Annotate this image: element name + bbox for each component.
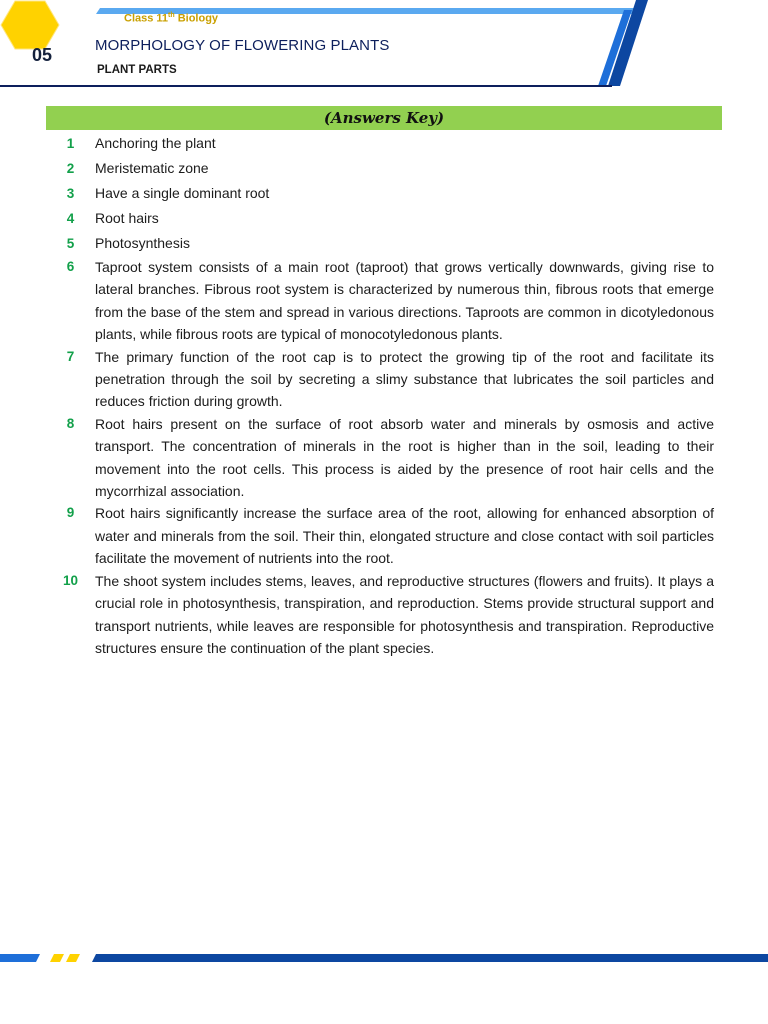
answer-number: 1	[66, 136, 75, 151]
answer-text: Taproot system consists of a main root (taproot) that grows vertically downwards, giving rise to lateral branches. Fibrous root system is characterized by numerous thin, fibrous roots that emerge from the base of the stem and spread in various directions. Taproots are common in dicotyledonous plants, while fibrous roots are typical of monocotyledonous plants.	[95, 259, 714, 343]
answer-row	[46, 231, 722, 256]
answer-row	[46, 156, 722, 181]
class-label: Class 11th Biology	[124, 12, 219, 25]
chapter-title: MORPHOLOGY OF FLOWERING PLANTS	[95, 37, 390, 54]
answer-number: 8	[66, 415, 75, 431]
answer-text: The shoot system includes stems, leaves, and reproductive structures (flowers and fruits). It plays a crucial role in photosynthesis, transpiration, and reproduction. Stems provide structural support and transport nutrients, while leaves are responsible for photosynthesis and transpiration. Reproductive structures ensure the continuation of the plant species.	[95, 572, 714, 656]
answer-number: 6	[66, 259, 75, 274]
answer-number: 3	[66, 186, 75, 201]
answer-text: Anchoring the plant	[95, 135, 216, 151]
answer-number: 2	[66, 161, 75, 176]
answer-number: 10	[62, 572, 79, 588]
answer-row	[46, 346, 722, 413]
answer-number: 4	[66, 211, 75, 226]
answer-text: Root hairs present on the surface of root absorb water and minerals by osmosis and active transport. The concentration of minerals in the root is higher than in the soil, leading to their movement into the root cells. This process is aided by the presence of root hair cells and the mycorrhizal association.	[95, 415, 714, 500]
chapter-number: 05	[31, 44, 53, 65]
answer-row	[46, 131, 722, 156]
answer-row	[46, 256, 722, 346]
answer-row	[46, 502, 722, 569]
answer-text: Root hairs	[95, 210, 159, 226]
answer-row	[46, 181, 722, 206]
answer-text: Meristematic zone	[95, 160, 209, 176]
answers-key-heading: (Answers Key)	[46, 106, 722, 130]
answer-row	[46, 413, 722, 503]
answer-number: 7	[66, 348, 75, 364]
answer-text: Root hairs significantly increase the surface area of the root, allowing for enhanced absorption of water and minerals from the soil. Their thin, elongated structure and close contact with soil particles facilitate the movement of nutrients into the root.	[95, 505, 714, 567]
section-title: PLANT PARTS	[97, 64, 177, 76]
answer-row	[46, 206, 722, 231]
page-header	[0, 0, 768, 95]
answer-number: 5	[66, 236, 75, 251]
answers-list	[46, 131, 722, 659]
answer-text: Have a single dominant root	[95, 185, 270, 201]
answer-text: Photosynthesis	[95, 235, 190, 251]
footer-stripe-graphic	[0, 948, 768, 968]
answer-number: 9	[66, 505, 75, 521]
answer-text: The primary function of the root cap is to protect the growing tip of the root and facilitate its penetration through the soil by secreting a slimy substance that lubricates the soil particles and reduces friction during growth.	[95, 348, 714, 410]
answer-row	[46, 570, 722, 660]
